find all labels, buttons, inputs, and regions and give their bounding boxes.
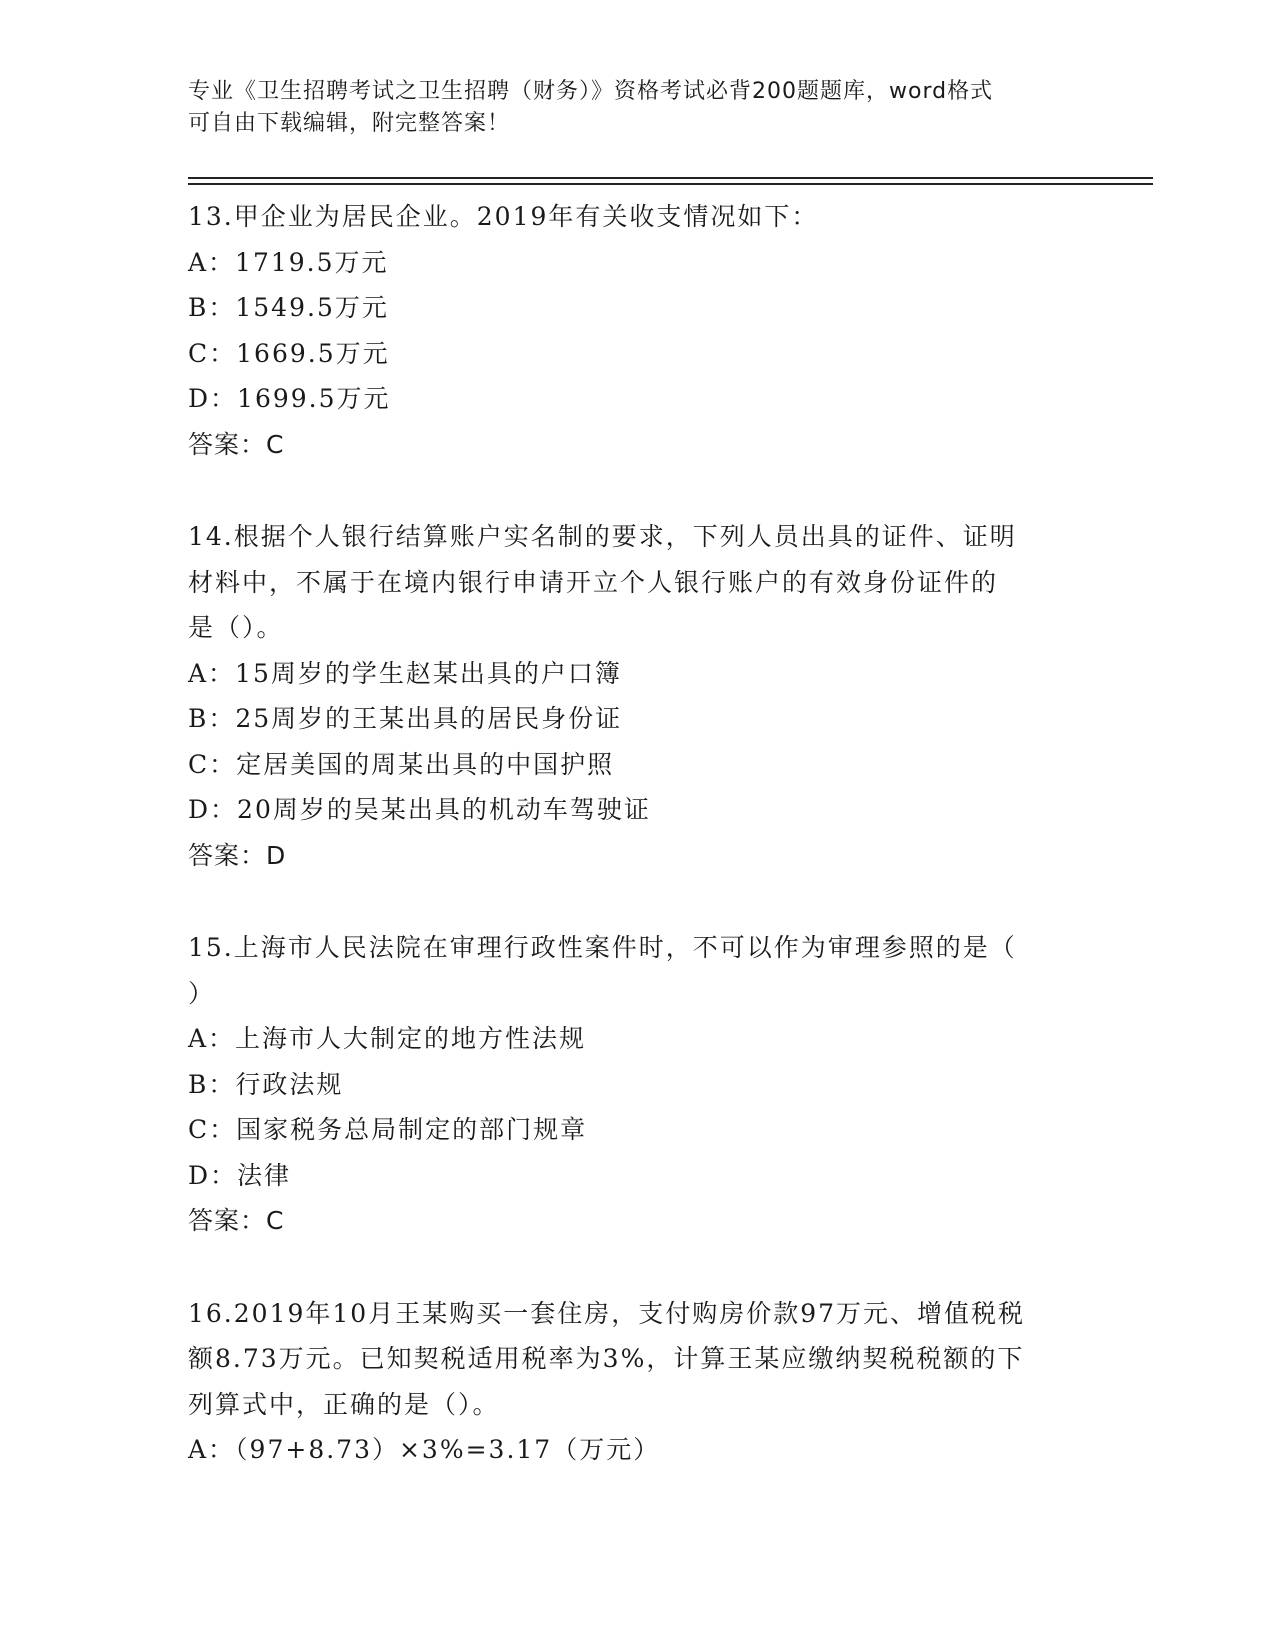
- question-stem: 15.上海市人民法院在审理行政性案件时，不可以作为审理参照的是（: [188, 933, 1017, 962]
- question-stem: 列算式中，正确的是（）。: [188, 1389, 500, 1419]
- answer-line: 答案：C: [188, 1206, 285, 1235]
- question-15: [188, 925, 1088, 1244]
- question-16: [188, 1291, 1088, 1473]
- option-d: D：20周岁的吴某出具的机动车驾驶证: [188, 795, 651, 824]
- header-line-1: 专业《卫生招聘考试之卫生招聘（财务）》资格考试必背200题题库，word格式: [188, 79, 994, 104]
- option-b: B：25周岁的王某出具的居民身份证: [188, 704, 623, 733]
- question-stem: ）: [188, 978, 216, 1008]
- option-b: B：1549.5万元: [188, 293, 389, 322]
- option-a: A：1719.5万元: [188, 247, 389, 277]
- question-list: [188, 194, 1088, 1473]
- option-b: B：行政法规: [188, 1069, 344, 1099]
- option-d: D：法律: [188, 1160, 292, 1190]
- question-stem: 材料中，不属于在境内银行申请开立个人银行账户的有效身份证件的: [188, 567, 999, 597]
- option-d: D：1699.5万元: [188, 384, 391, 413]
- question-stem: 14.根据个人银行结算账户实名制的要求，下列人员出具的证件、证明: [188, 522, 1017, 551]
- option-c: C：国家税务总局制定的部门规章: [188, 1115, 588, 1144]
- question-stem: 是（）。: [188, 613, 284, 642]
- answer-line: 答案：D: [188, 840, 287, 870]
- question-stem: 额8.73万元。已知契税适用税率为3%，计算王某应缴纳契税税额的下: [188, 1344, 1025, 1373]
- answer-line: 答案：C: [188, 429, 285, 459]
- question-stem: 13.甲企业为居民企业。2019年有关收支情况如下：: [188, 202, 819, 231]
- header-divider-top: [188, 177, 1153, 179]
- header-line-2: 可自由下载编辑，附完整答案！: [188, 111, 511, 136]
- header-divider-bottom: [188, 183, 1153, 185]
- question-stem: 16.2019年10月王某购买一套住房，支付购房价款97万元、增值税税: [188, 1298, 1026, 1328]
- question-13: [188, 194, 1088, 467]
- option-c: C：定居美国的周某出具的中国护照: [188, 749, 615, 779]
- option-c: C：1669.5万元: [188, 338, 390, 368]
- question-14: [188, 514, 1088, 878]
- document-header: [188, 76, 1088, 140]
- option-a: A：（97+8.73）×3%=3.17（万元）: [188, 1435, 661, 1464]
- option-a: A：上海市人大制定的地方性法规: [188, 1024, 587, 1053]
- option-a: A：15周岁的学生赵某出具的户口簿: [188, 658, 622, 688]
